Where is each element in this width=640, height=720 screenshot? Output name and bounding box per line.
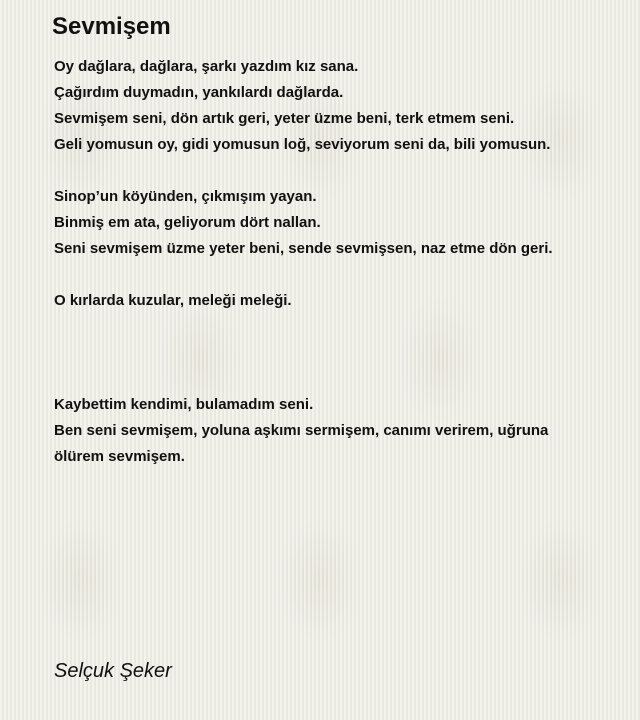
poem-line: Çağırdım duymadın, yankılardı dağlarda. <box>54 84 344 101</box>
stanza-spacer <box>54 314 614 392</box>
poem-line: Binmiş em ata, geliyorum dört nallan. <box>54 214 321 231</box>
stanza-1 <box>54 54 614 158</box>
poem-body <box>54 54 614 470</box>
poem-line: O kırlarda kuzular, meleği meleği. <box>54 292 292 309</box>
stanza-spacer <box>54 158 614 184</box>
poem-line: ölürem sevmişem. <box>54 448 185 465</box>
stanza-spacer <box>54 262 614 288</box>
poem-title: Sevmişem <box>52 13 171 40</box>
poem-line: Kaybettim kendimi, bulamadım seni. <box>54 396 314 413</box>
poem-line: Oy dağlara, dağlara, şarkı yazdım kız sana. <box>54 58 359 75</box>
stanza-2 <box>54 184 614 262</box>
poem-line: Geli yomusun oy, gidi yomusun loğ, seviyorum seni da, bili yomusun. <box>54 136 551 153</box>
poem-line: Sevmişem seni, dön artık geri, yeter üzme beni, terk etmem seni. <box>54 110 515 127</box>
poem-author: Selçuk Şeker <box>54 660 172 682</box>
poem-line: Seni sevmişem üzme yeter beni, sende sevmişsen, naz etme dön geri. <box>54 240 553 257</box>
poem-line: Sinop’un köyünden, çıkmışım yayan. <box>54 188 317 205</box>
stanza-3 <box>54 288 614 314</box>
stanza-4 <box>54 392 614 470</box>
poem-line: Ben seni sevmişem, yoluna aşkımı sermişem, canımı verirem, uğruna <box>54 422 549 439</box>
